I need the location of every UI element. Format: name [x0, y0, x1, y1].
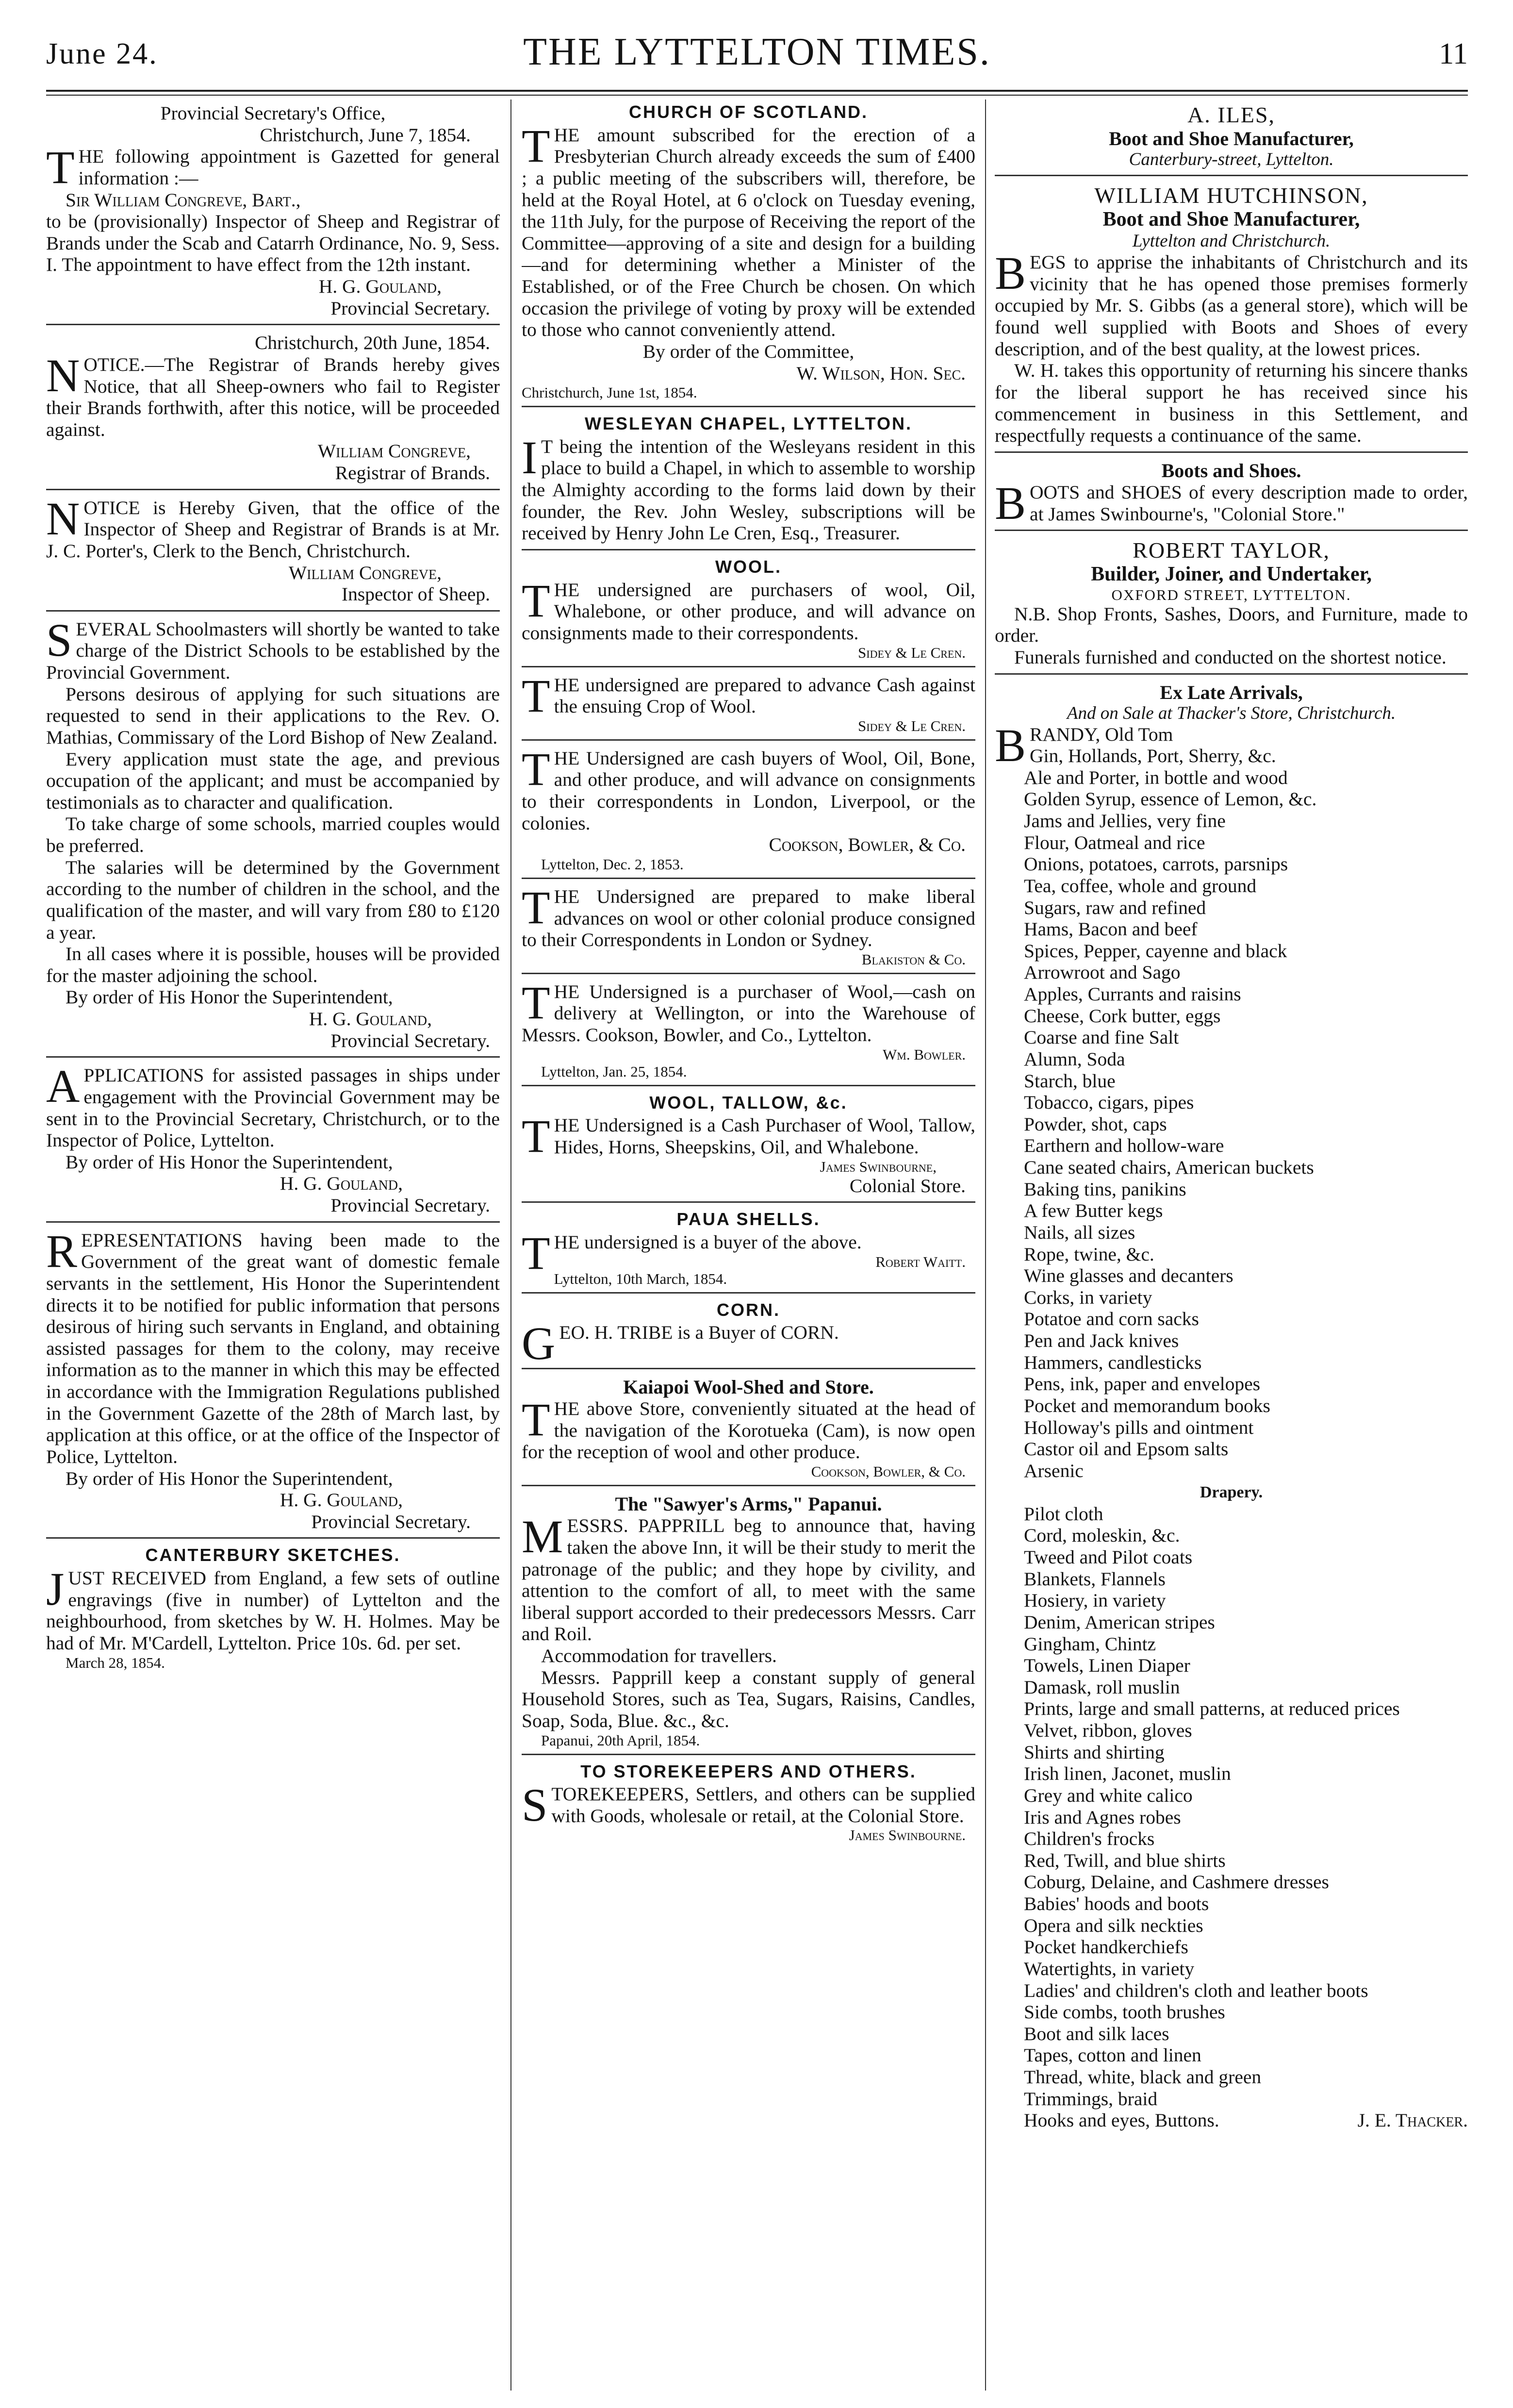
ad-body: Funerals furnished and conducted on the shortest notice. — [1014, 646, 1447, 668]
list-item: Pilot cloth — [1024, 1503, 1103, 1525]
list-item: Ale and Porter, in bottle and wood — [1024, 766, 1288, 788]
drop-cap: S — [522, 1779, 548, 1831]
notice-office: Provincial Secretary's Office, — [160, 102, 386, 124]
list-item: Castor oil and Epsom salts — [1024, 1438, 1229, 1460]
signer: William Congreve, — [288, 562, 442, 583]
notice-body: OTICE.—The Registrar of Brands hereby gives Notice, that all Sheep-owners who fail to Register their Brands forthwith, after this notice, will be proceeded against. — [46, 353, 500, 440]
ad-name: WILLIAM HUTCHINSON, — [1094, 183, 1368, 208]
signer: Robert Waitt. — [875, 1253, 966, 1270]
list-item: Watertights, in variety — [1024, 1958, 1195, 1979]
ad-date: Lyttelton, Dec. 2, 1853. — [541, 855, 684, 873]
drop-cap: J — [46, 1563, 65, 1615]
list-item: Pen and Jack knives — [1024, 1330, 1179, 1352]
ad-body: HE Undersigned are prepared to make liberal advances on wool or other colonial produce consigned to their Correspondents in London or Sydney. — [522, 885, 975, 951]
ad-body: N.B. Shop Fronts, Sashes, Doors, and Furniture, made to order. — [995, 603, 1468, 647]
masthead — [46, 30, 1468, 88]
list-item: Cane seated chairs, American buckets — [1024, 1157, 1314, 1179]
list-item: Wine glasses and decanters — [1024, 1265, 1233, 1287]
list-item: Babies' hoods and boots — [1024, 1893, 1209, 1915]
iles-ad — [995, 100, 1468, 176]
column-2 — [522, 100, 975, 2391]
notice-body: The salaries will be determined by the Government according to the number of children in the school, and the qualification of the master, and will vary from £80 to £120 a year. — [46, 856, 500, 943]
ad-name: A. ILES, — [1187, 102, 1275, 127]
list-item: Cord, moleskin, &c. — [1024, 1525, 1180, 1546]
drop-cap: T — [522, 881, 550, 933]
ad-heading: WOOL, TALLOW, &c. — [649, 1092, 848, 1113]
signer: Sidey & Le Cren. — [858, 644, 966, 661]
column-3 — [995, 100, 1468, 2391]
drop-cap: T — [522, 976, 550, 1029]
list-item: Sugars, raw and refined — [1024, 897, 1206, 918]
ad-body: EO. H. TRIBE is a Buyer of CORN. — [559, 1322, 839, 1344]
blakiston-ad — [522, 883, 975, 974]
signer: William Congreve, — [317, 440, 471, 462]
signer-role: Provincial Secretary. — [330, 1195, 490, 1216]
cash-buyers-ad — [522, 745, 975, 879]
list-item: Nails, all sizes — [1024, 1221, 1135, 1243]
ad-subheading: And on Sale at Thacker's Store, Christchurch. — [1067, 703, 1396, 723]
list-item: Velvet, ribbon, gloves — [1024, 1720, 1192, 1742]
header-rule — [46, 90, 1468, 96]
list-footer — [995, 2109, 1468, 2131]
list-item: Opera and silk neckties — [1024, 1914, 1203, 1936]
ad-body: ESSRS. PAPPRILL beg to announce that, having taken the above Inn, it will be their study to merit the patronage of the public; and they hope by civility, and attention to the comfort of all, to meet with the same liberal support accorded to their predecessors Messrs. Carr and Roil. — [522, 1515, 975, 1645]
hutchinson-ad — [995, 180, 1468, 453]
ad-date: Christchurch, June 1st, 1854. — [522, 384, 697, 401]
ad-body: HE Undersigned is a purchaser of Wool,—cash on delivery at Wellington, or into the Warehouse of Messrs. Cookson, Bowler, and Co., Lyttelton. — [522, 980, 975, 1046]
ad-body: HE amount subscribed for the erection of a Presbyterian Church already exceeds the sum of £400 ; a public meeting of the subscribers will, therefore, be held at the Royal Hotel, at 6 o'clock on Tuesday evening, the 11th July, for the purpose of Receiving the report of the Committee—approving of a site and design for a building—and for determining whether a Minister of the Established, or of the Free Church be chosen. On which occasion the privilege of voting by proxy will be extended to those who cannot conveniently attend. — [522, 124, 975, 341]
list-item: Gin, Hollands, Port, Sherry, &c. — [1030, 745, 1276, 767]
list-item: Cheese, Cork butter, eggs — [1024, 1005, 1221, 1027]
list-item: Earthern and hollow-ware — [1024, 1135, 1224, 1157]
wool-advance-ad — [522, 671, 975, 741]
taylor-ad — [995, 535, 1468, 674]
signer: James Swinbourne, — [820, 1158, 937, 1175]
list-item: Rope, twine, &c. — [1024, 1243, 1154, 1265]
kaiapoi-ad — [522, 1373, 975, 1486]
wesleyan-chapel-ad — [522, 411, 975, 550]
drop-cap: G — [522, 1317, 556, 1370]
sawyers-arms-ad — [522, 1490, 975, 1755]
ad-date: Lyttelton, Jan. 25, 1854. — [541, 1063, 687, 1080]
ad-body: W. H. takes this opportunity of returning his sincere thanks for the liberal support he has received since his commencement in business in this Settlement, and respectfully requests a continuance of the same. — [995, 360, 1468, 447]
ad-heading: CANTERBURY SKETCHES. — [145, 1545, 401, 1565]
tallow-ad — [522, 1090, 975, 1203]
drop-cap: T — [522, 1110, 550, 1162]
ad-heading: Ex Late Arrivals, — [1160, 681, 1303, 703]
notice-body: PPLICATIONS for assisted passages in ships under engagement with the Provincial Government may be sent in to the Provincial Secretary, Christchurch, or to the Inspector of Police, Lyttelton. — [46, 1064, 500, 1151]
ad-heading: Boot and Shoe Manufacturer, — [1109, 127, 1354, 149]
gazette-notice — [46, 100, 500, 325]
notice-body: In all cases where it is possible, houses will be provided for the master adjoining the school. — [46, 943, 500, 986]
list-item: Red, Twill, and blue shirts — [1024, 1849, 1226, 1871]
column-divider — [510, 100, 511, 2391]
ad-body: HE undersigned are prepared to advance Cash against the ensuing Crop of Wool. — [554, 674, 975, 717]
list-item: Trimmings, braid — [1024, 2088, 1158, 2109]
signer: H. G. Gouland, — [280, 1173, 403, 1195]
ad-name: ROBERT TAYLOR, — [1133, 538, 1330, 563]
list-item: Potatoe and corn sacks — [1024, 1308, 1199, 1330]
list-item: Corks, in variety — [1024, 1286, 1152, 1308]
ad-body: Accommodation for travellers. — [541, 1645, 777, 1667]
paua-shells-ad — [522, 1207, 975, 1293]
drapery-list — [995, 1503, 1468, 2110]
drop-cap: A — [46, 1060, 80, 1113]
list-item: Irish linen, Jaconet, muslin — [1024, 1763, 1231, 1785]
drop-cap: T — [522, 743, 550, 795]
list-item: Ladies' and children's cloth and leather boots — [1024, 1979, 1368, 2001]
list-item: Apples, Currants and raisins — [1024, 983, 1241, 1005]
servants-notice — [46, 1227, 500, 1539]
list-item: Children's frocks — [1024, 1828, 1155, 1850]
list-item: Side combs, tooth brushes — [1024, 2001, 1225, 2023]
drop-cap: T — [522, 1227, 550, 1279]
drop-cap: T — [522, 574, 550, 627]
ad-heading: The "Sawyer's Arms," Papanui. — [615, 1493, 882, 1515]
ad-address: OXFORD STREET, LYTTELTON. — [1111, 586, 1351, 603]
ad-heading: CORN. — [717, 1299, 780, 1320]
list-item: Flour, Oatmeal and rice — [1024, 831, 1205, 853]
boots-shoes-ad — [995, 457, 1468, 531]
ad-heading: Builder, Joiner, and Undertaker, — [1091, 563, 1372, 586]
signer-role: Provincial Secretary. — [330, 1030, 490, 1051]
issue-date: June 24. — [46, 37, 158, 70]
drop-cap: T — [522, 119, 550, 172]
drop-cap: I — [522, 431, 537, 483]
signer-role: Inspector of Sheep. — [341, 583, 490, 605]
signer: Cookson, Bowler, & Co. — [769, 834, 966, 856]
ad-address: Canterbury-street, Lyttelton. — [1129, 149, 1334, 170]
notice-body: EPRESENTATIONS having been made to the Government of the great want of domestic female servants in the settlement, His Honor the Superintendent directs it to be notified for public information that persons desirous of hiring such servants in England, and obtaining assisted passages for them to the colony, may receive information as to the manner in which this may be effected in accordance with the Immigration Regulations published in the Government Gazette of the 28th of March last, by application at this office, or at the office of the Inspector of Police, Lyttelton. — [46, 1229, 500, 1467]
list-item: Powder, shot, caps — [1024, 1113, 1167, 1135]
list-item: Tweed and Pilot coats — [1024, 1546, 1193, 1568]
list-item: Holloway's pills and ointment — [1024, 1416, 1254, 1438]
drapery-heading: Drapery. — [1200, 1483, 1263, 1502]
ad-date: Lyttelton, 10th March, 1854. — [554, 1270, 727, 1287]
signer: H. G. Gouland, — [318, 276, 442, 297]
ad-body: HE Undersigned are cash buyers of Wool, Oil, Bone, and other produce, and will advance on consignments to their correspondents in London, Liverpool, or the colonies. — [522, 747, 975, 834]
church-of-scotland-ad — [522, 100, 975, 407]
list-item: Pocket and memorandum books — [1024, 1395, 1270, 1416]
ad-body: HE undersigned are purchasers of wool, Oil, Whalebone, or other produce, and will advance on consignments made to their correspondents. — [522, 579, 975, 644]
ad-heading: CHURCH OF SCOTLAND. — [629, 102, 868, 122]
list-item: Thread, white, black and green — [1024, 2066, 1262, 2088]
drop-cap: T — [522, 669, 550, 722]
ad-body: EGS to apprise the inhabitants of Christchurch and its vicinity that he has opened those premises formerly occupied by Mr. S. Gibbs (as a general store), which will be found well supplied with Boots and Shoes of every description, and of the best quality, at the lowest prices. — [995, 251, 1468, 360]
ad-heading: TO STOREKEEPERS AND OTHERS. — [580, 1761, 917, 1781]
ad-heading: Boot and Shoe Manufacturer, — [1102, 208, 1360, 231]
list-item: A few Butter kegs — [1024, 1200, 1163, 1222]
drop-cap: R — [46, 1225, 78, 1277]
list-item: Denim, American stripes — [1024, 1611, 1215, 1633]
ad-address: Lyttelton and Christchurch. — [1132, 231, 1331, 251]
list-item: Pocket handkerchiefs — [1024, 1936, 1188, 1958]
signer: H. G. Gouland, — [309, 1008, 432, 1030]
notice-body: By order of His Honor the Superintendent, — [66, 1467, 393, 1489]
list-item: Hams, Bacon and beef — [1024, 918, 1198, 940]
list-item: Iris and Agnes robes — [1024, 1806, 1181, 1828]
list-item: Pens, ink, paper and envelopes — [1024, 1373, 1261, 1395]
list-item: Shirts and shirting — [1024, 1741, 1165, 1763]
list-item: Gingham, Chintz — [1024, 1633, 1156, 1655]
page-number: 11 — [1439, 37, 1468, 70]
storekeepers-ad — [522, 1759, 975, 1849]
drop-cap: T — [522, 1394, 550, 1446]
signer: James Swinbourne. — [849, 1827, 966, 1844]
list-item: Tea, coffee, whole and ground — [1024, 875, 1257, 897]
notice-date: Christchurch, 20th June, 1854. — [255, 332, 490, 354]
list-item: Hosiery, in variety — [1024, 1590, 1166, 1611]
list-item: Grey and white calico — [1024, 1784, 1193, 1806]
ad-body: HE undersigned is a buyer of the above. — [554, 1231, 862, 1253]
signer: Blakiston & Co. — [861, 950, 966, 968]
list-item: Coarse and fine Salt — [1024, 1027, 1179, 1048]
list-item: Hammers, candlesticks — [1024, 1351, 1202, 1373]
ad-heading: Boots and Shoes. — [1161, 459, 1301, 482]
signer: H. G. Gouland, — [280, 1489, 403, 1511]
notice-body: OTICE is Hereby Given, that the office of the Inspector of Sheep and Registrar of Brands is at Mr. J. C. Porter's, Clerk to the Bench, Christchurch. — [46, 497, 500, 562]
signer: W. Wilson, Hon. Sec. — [796, 362, 966, 384]
signer-role: Registrar of Brands. — [335, 462, 490, 483]
signer-role: Provincial Secretary. — [311, 1511, 471, 1532]
brands-notice — [46, 329, 500, 490]
signer: Sidey & Le Cren. — [858, 717, 966, 734]
drop-cap: N — [46, 349, 80, 401]
drop-cap: T — [46, 141, 75, 194]
drop-cap: B — [995, 477, 1026, 529]
thacker-ad — [995, 679, 1468, 2136]
inspector-notice — [46, 494, 500, 612]
goods-list — [995, 745, 1468, 1481]
wool-ad — [522, 554, 975, 667]
notice-body: To take charge of some schools, married couples would be preferred. — [46, 813, 500, 856]
ad-body: HE Undersigned is a Cash Purchaser of Wool, Tallow, Hides, Horns, Sheepskins, Oil, and Whalebone. — [554, 1114, 975, 1158]
corn-ad — [522, 1297, 975, 1369]
bowler-ad — [522, 978, 975, 1086]
drop-cap: B — [995, 719, 1026, 771]
notice-body: to be (provisionally) Inspector of Sheep and Registrar of Brands under the Scab and Catarrh Ordinance, No. 9, Sess. I. The appointment to have effect from the 12th instant. — [46, 211, 500, 276]
sketches-ad — [46, 1543, 500, 1676]
list-item: RANDY, Old Tom — [1030, 723, 1173, 745]
ad-date: Papanui, 20th April, 1854. — [541, 1731, 700, 1749]
list-item: Damask, roll muslin — [1024, 1676, 1180, 1698]
list-item: Prints, large and small patterns, at reduced prices — [1024, 1698, 1400, 1720]
notice-body: EVERAL Schoolmasters will shortly be wanted to take charge of the District Schools to be established by the Provincial Government. — [46, 618, 500, 683]
signer-role: Provincial Secretary. — [330, 297, 490, 319]
list-item: Onions, potatoes, carrots, parsnips — [1024, 853, 1288, 875]
drop-cap: M — [522, 1511, 563, 1563]
notice-body: Persons desirous of applying for such situations are requested to send in their applications to the Rev. O. Mathias, Commissary of the Lord Bishop of New Zealand. — [46, 683, 500, 748]
notice-body: HE following appointment is Gazetted for general information :— — [78, 146, 500, 189]
ad-body: UST RECEIVED from England, a few sets of outline engravings (five in number) of Lyttelton and the neighbourhood, from sketches by W. H. Holmes. May be had of Mr. M'Cardell, Lyttelton. Price 10s. 6d. per set. — [46, 1567, 500, 1654]
schoolmasters-notice — [46, 615, 500, 1058]
signer: Wm. Bowler. — [883, 1046, 966, 1063]
column-1 — [46, 100, 500, 2391]
drop-cap: S — [46, 614, 72, 666]
list-item: Baking tins, panikins — [1024, 1178, 1186, 1200]
ad-heading: Kaiapoi Wool-Shed and Store. — [623, 1376, 874, 1398]
column-divider — [985, 100, 986, 2391]
notice-body: Every application must state the age, and previous occupation of the applicant; and must be accompanied by testimonials as to character and qualification. — [46, 748, 500, 813]
notice-date: Christchurch, June 7, 1854. — [260, 124, 471, 146]
list-item: Starch, blue — [1024, 1070, 1116, 1092]
list-item: Hooks and eyes, Buttons. — [1024, 2109, 1219, 2131]
list-item: Alumn, Soda — [1024, 1048, 1125, 1070]
list-item: Tapes, cotton and linen — [1024, 2044, 1201, 2066]
list-item: Jams and Jellies, very fine — [1024, 810, 1226, 832]
list-item: Coburg, Delaine, and Cashmere dresses — [1024, 1871, 1329, 1893]
ad-body: T being the intention of the Wesleyans resident in this place to build a Chapel, in which to assemble to worship the Almighty according to the forms laid down by their founder, the Rev. John Wesley, subscriptions will be received by Henry John Le Cren, Esq., Treasurer. — [522, 435, 975, 544]
list-item: Towels, Linen Diaper — [1024, 1655, 1190, 1677]
signer: Cookson, Bowler, & Co. — [811, 1463, 966, 1480]
ad-heading: WESLEYAN CHAPEL, LYTTELTON. — [584, 414, 913, 434]
list-item: Golden Syrup, essence of Lemon, &c. — [1024, 788, 1317, 810]
applications-notice — [46, 1062, 500, 1222]
list-item: Boot and silk laces — [1024, 2023, 1169, 2044]
appointee-name: Sir William Congreve, Bart., — [66, 189, 301, 211]
ad-date: March 28, 1854. — [66, 1654, 165, 1671]
notice-body: By order of His Honor the Superintendent, — [66, 986, 393, 1008]
signer: J. E. Thacker. — [1357, 2109, 1468, 2131]
ad-body: By order of the Committee, — [642, 340, 855, 362]
list-item: Spices, Pepper, cayenne and black — [1024, 940, 1287, 962]
drop-cap: B — [995, 247, 1026, 299]
ad-heading: PAUA SHELLS. — [676, 1209, 821, 1229]
list-item: Tobacco, cigars, pipes — [1024, 1092, 1194, 1113]
notice-body: By order of His Honor the Superintendent, — [66, 1151, 393, 1173]
ad-place: Colonial Store. — [849, 1175, 966, 1196]
ad-heading: WOOL. — [715, 556, 782, 577]
list-item: Arrowroot and Sago — [1024, 962, 1181, 983]
ad-body: Messrs. Papprill keep a constant supply of general Household Stores, such as Tea, Sugars, Raisins, Candles, Soap, Soda, Blue. &c., &c. — [522, 1666, 975, 1731]
ad-body: OOTS and SHOES of every description made to order, at James Swinbourne's, "Colonial Store." — [1030, 481, 1468, 525]
list-item: Blankets, Flannels — [1024, 1568, 1166, 1590]
list-item: Arsenic — [1024, 1460, 1084, 1481]
drop-cap: N — [46, 492, 80, 545]
ad-body: TOREKEEPERS, Settlers, and others can be supplied with Goods, wholesale or retail, at the Colonial Store. — [551, 1783, 975, 1827]
ad-body: HE above Store, conveniently situated at the head of the navigation of the Korotueka (Cam), is now open for the reception of wool and other produce. — [522, 1398, 975, 1463]
newspaper-title: THE LYTTELTON TIMES. — [523, 31, 991, 73]
